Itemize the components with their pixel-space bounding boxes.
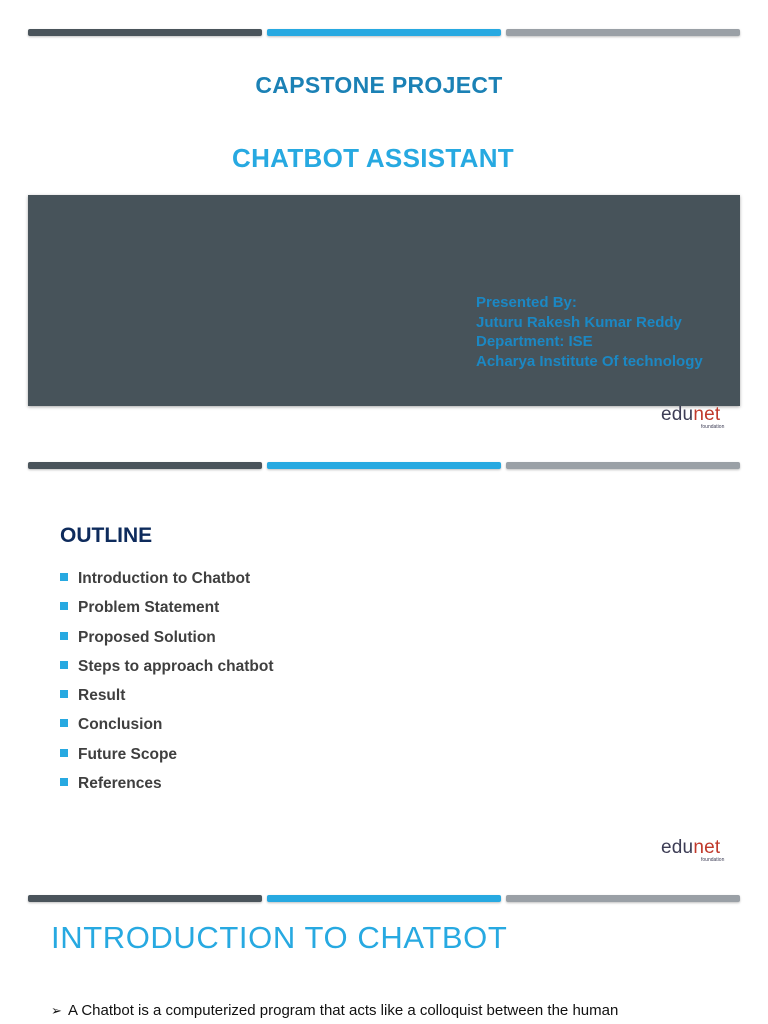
list-item bbox=[60, 598, 274, 627]
bar-dark bbox=[28, 895, 262, 902]
list-item bbox=[60, 715, 274, 744]
bar-dark bbox=[28, 29, 262, 36]
square-bullet-icon bbox=[60, 749, 68, 757]
list-item-label: Future Scope bbox=[78, 745, 178, 763]
list-item-label: Steps to approach chatbot bbox=[78, 657, 274, 675]
slide-top-bars bbox=[28, 29, 740, 36]
square-bullet-icon bbox=[60, 778, 68, 786]
logo-tagline: foundation bbox=[701, 424, 725, 430]
outline-list bbox=[60, 569, 274, 803]
presenter-institute: Acharya Institute Of technology bbox=[476, 352, 703, 370]
edunet-logo bbox=[661, 838, 733, 864]
outline-heading: OUTLINE bbox=[60, 524, 153, 547]
arrow-bullet-icon: ➢ bbox=[51, 1003, 62, 1018]
bar-blue bbox=[267, 29, 501, 36]
list-item-label: Proposed Solution bbox=[78, 628, 216, 646]
slide-subtitle-heading: CHATBOT ASSISTANT bbox=[232, 143, 514, 173]
logo-tagline: foundation bbox=[701, 857, 725, 863]
slide-top-bars bbox=[28, 462, 740, 469]
list-item bbox=[60, 569, 274, 598]
list-item bbox=[60, 657, 274, 686]
presenter-department: Department: ISE bbox=[476, 333, 593, 350]
logo-word-a: edu bbox=[661, 404, 694, 425]
presenter-name: Juturu Rakesh Kumar Reddy bbox=[476, 313, 682, 331]
list-item bbox=[60, 745, 274, 774]
list-item-label: Introduction to Chatbot bbox=[78, 570, 251, 587]
slide-title-heading: CAPSTONE PROJECT bbox=[255, 72, 503, 98]
logo-word-b: net bbox=[693, 837, 721, 858]
list-item bbox=[60, 686, 274, 715]
list-item bbox=[60, 628, 274, 657]
list-item-label: Result bbox=[78, 687, 126, 705]
intro-heading: INTRODUCTION TO CHATBOT bbox=[51, 920, 508, 955]
bar-dark bbox=[28, 462, 262, 469]
list-item-label: References bbox=[78, 775, 162, 793]
logo-word-b: net bbox=[693, 404, 721, 425]
bar-blue bbox=[267, 462, 501, 469]
presenter-label: Presented By: bbox=[476, 294, 577, 311]
intro-bullet bbox=[51, 1002, 618, 1019]
bar-gray bbox=[506, 462, 740, 469]
square-bullet-icon bbox=[60, 573, 68, 581]
square-bullet-icon bbox=[60, 719, 68, 727]
logo-word-a: edu bbox=[661, 837, 694, 858]
edunet-logo bbox=[661, 405, 733, 431]
slide-top-bars bbox=[28, 895, 740, 902]
square-bullet-icon bbox=[60, 661, 68, 669]
bar-blue bbox=[267, 895, 501, 902]
presenter-info bbox=[476, 293, 703, 371]
square-bullet-icon bbox=[60, 602, 68, 610]
list-item-label: Problem Statement bbox=[78, 599, 220, 617]
intro-bullet-text: A Chatbot is a computerized program that acts like a colloquist between the human bbox=[68, 1002, 619, 1019]
square-bullet-icon bbox=[60, 632, 68, 640]
square-bullet-icon bbox=[60, 690, 68, 698]
slide-title bbox=[0, 0, 768, 455]
bar-gray bbox=[506, 895, 740, 902]
bar-gray bbox=[506, 29, 740, 36]
list-item bbox=[60, 774, 274, 803]
list-item-label: Conclusion bbox=[78, 716, 163, 734]
